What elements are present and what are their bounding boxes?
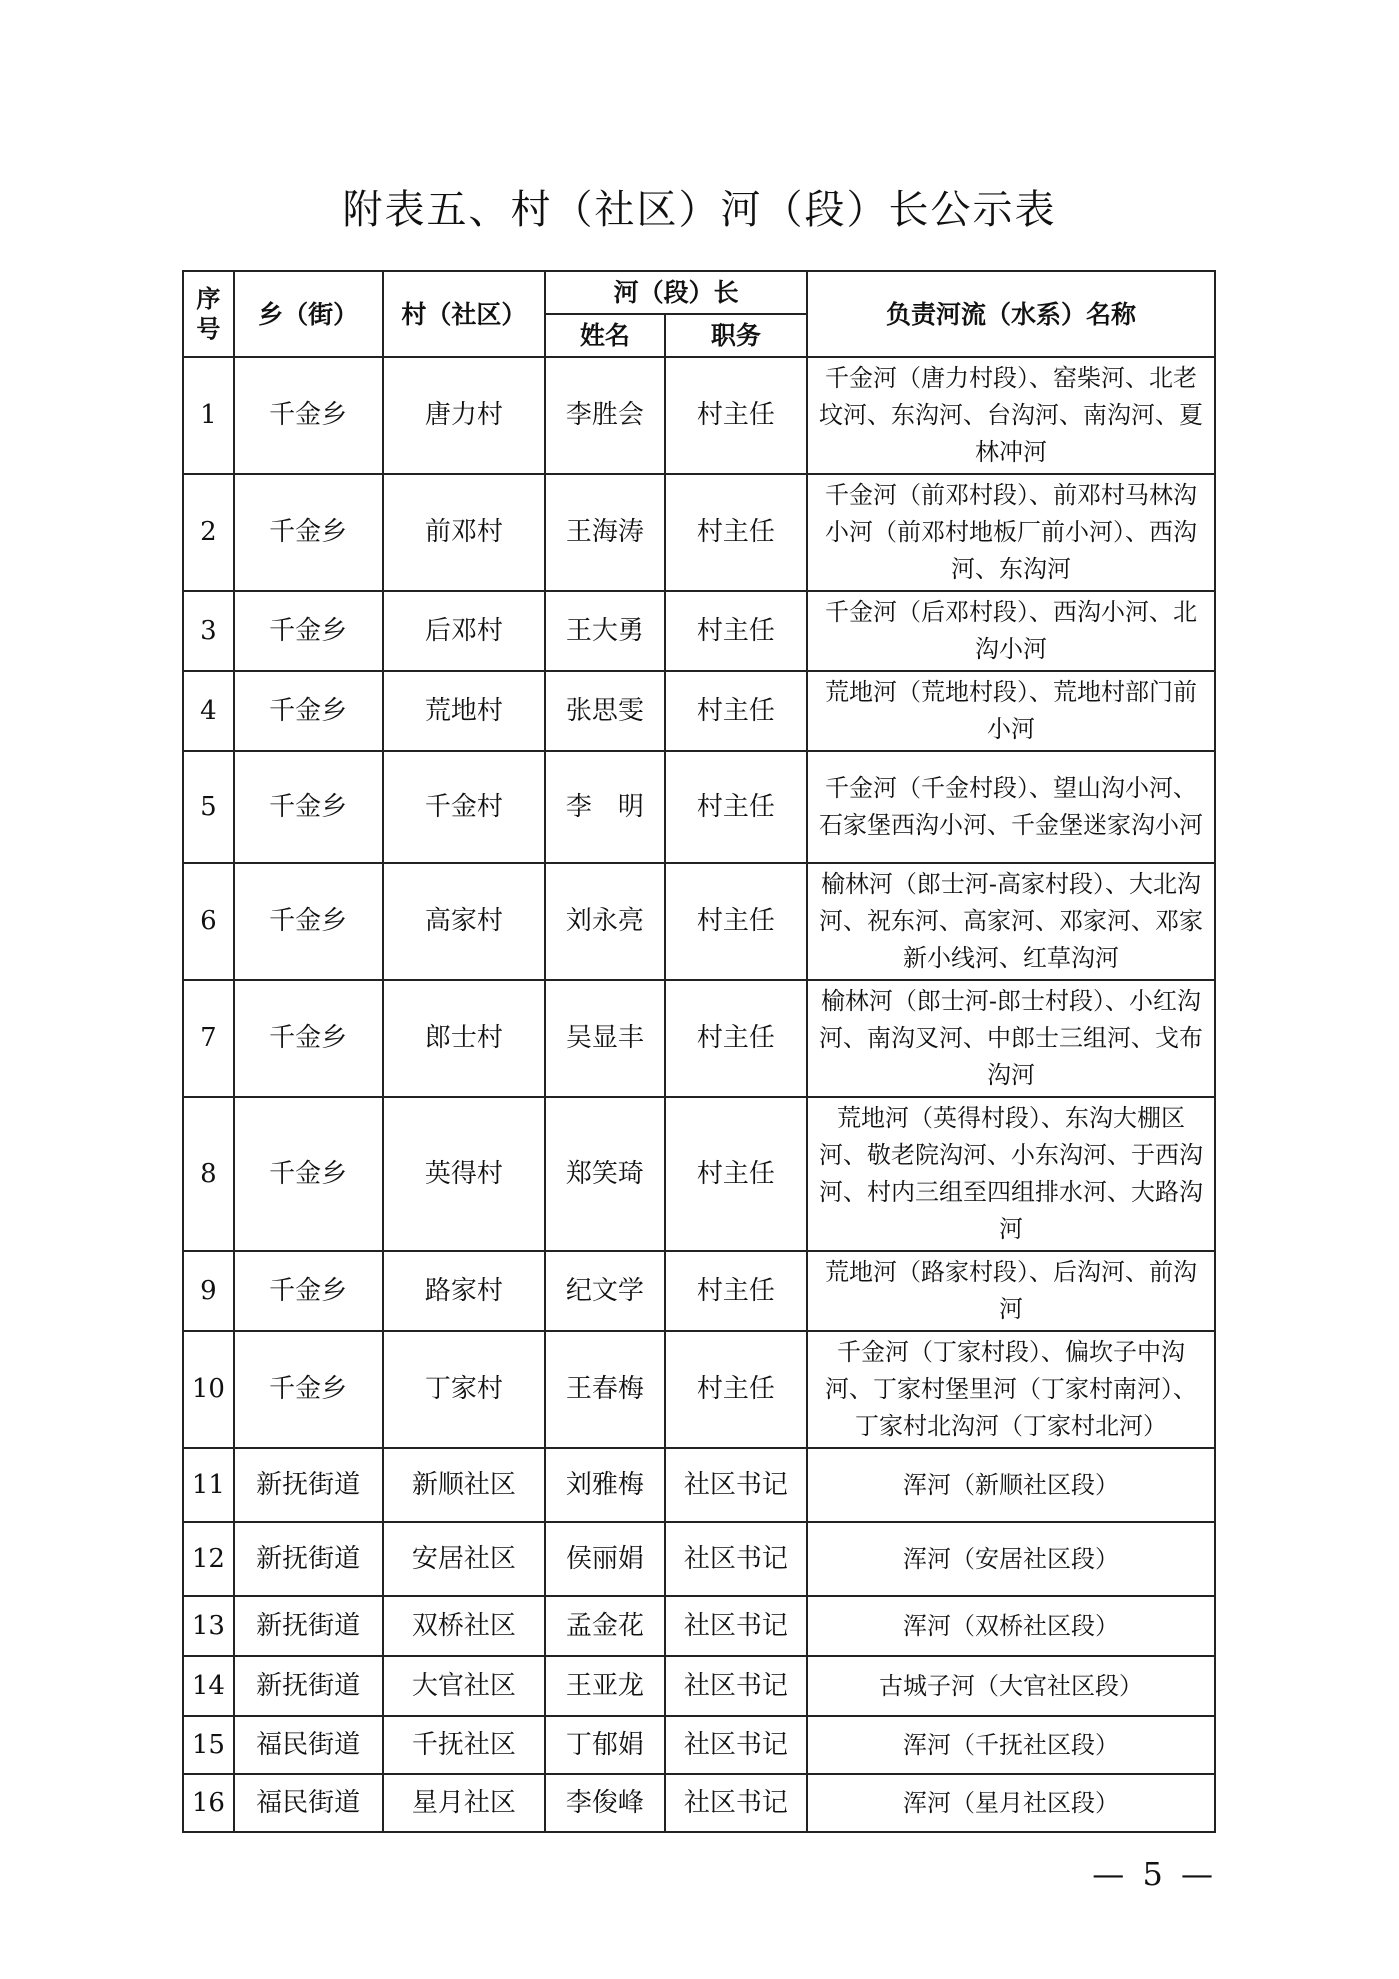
cell-village: 大官社区 (383, 1656, 546, 1716)
cell-rivers: 千金河（后邓村段）、西沟小河、北沟小河 (807, 591, 1215, 671)
cell-township: 千金乡 (234, 1251, 383, 1331)
cell-village: 唐力村 (383, 357, 546, 474)
cell-position: 村主任 (665, 671, 807, 751)
cell-rivers: 千金河（唐力村段）、窑柴河、北老坟河、东沟河、台沟河、南沟河、夏林冲河 (807, 357, 1215, 474)
cell-position: 村主任 (665, 474, 807, 591)
cell-name: 刘雅梅 (545, 1448, 664, 1522)
table-row (183, 1656, 1215, 1716)
cell-seq: 16 (183, 1774, 234, 1832)
document-title: 附表五、村（社区）河（段）长公示表 (342, 187, 1057, 233)
cell-rivers: 千金河（丁家村段）、偏坎子中沟河、丁家村堡里河（丁家村南河）、丁家村北沟河（丁家村北河） (807, 1331, 1215, 1448)
cell-village: 星月社区 (383, 1774, 546, 1832)
cell-position: 村主任 (665, 591, 807, 671)
cell-seq: 10 (183, 1331, 234, 1448)
cell-township: 千金乡 (234, 357, 383, 474)
cell-name: 郑笑琦 (545, 1097, 664, 1251)
cell-seq: 2 (183, 474, 234, 591)
cell-name: 李胜会 (545, 357, 664, 474)
river-chief-table (182, 270, 1216, 1833)
cell-rivers: 浑河（星月社区段） (807, 1774, 1215, 1832)
cell-village: 安居社区 (383, 1522, 546, 1596)
cell-rivers: 荒地河（荒地村段）、荒地村部门前小河 (807, 671, 1215, 751)
cell-seq: 1 (183, 357, 234, 474)
cell-township: 新抚街道 (234, 1596, 383, 1656)
cell-name: 刘永亮 (545, 863, 664, 980)
cell-rivers: 榆林河（郎士河-高家村段）、大北沟河、祝东河、高家河、邓家河、邓家新小线河、红草沟河 (807, 863, 1215, 980)
cell-seq: 4 (183, 671, 234, 751)
table-row (183, 1596, 1215, 1656)
cell-name: 王大勇 (545, 591, 664, 671)
cell-township: 福民街道 (234, 1774, 383, 1832)
cell-township: 新抚街道 (234, 1522, 383, 1596)
table-row (183, 591, 1215, 671)
cell-township: 千金乡 (234, 980, 383, 1097)
cell-position: 社区书记 (665, 1448, 807, 1522)
cell-rivers: 浑河（安居社区段） (807, 1522, 1215, 1596)
cell-village: 新顺社区 (383, 1448, 546, 1522)
cell-township: 福民街道 (234, 1716, 383, 1774)
cell-village: 郎士村 (383, 980, 546, 1097)
cell-seq: 13 (183, 1596, 234, 1656)
cell-name: 王亚龙 (545, 1656, 664, 1716)
cell-rivers: 荒地河（英得村段）、东沟大棚区河、敬老院沟河、小东沟河、于西沟河、村内三组至四组排水河、大路沟河 (807, 1097, 1215, 1251)
cell-township: 千金乡 (234, 1097, 383, 1251)
cell-village: 丁家村 (383, 1331, 546, 1448)
cell-name: 张思雯 (545, 671, 664, 751)
cell-seq: 6 (183, 863, 234, 980)
cell-position: 村主任 (665, 863, 807, 980)
cell-seq: 8 (183, 1097, 234, 1251)
cell-seq: 11 (183, 1448, 234, 1522)
cell-position: 村主任 (665, 1331, 807, 1448)
cell-position: 社区书记 (665, 1774, 807, 1832)
cell-seq: 14 (183, 1656, 234, 1716)
cell-village: 荒地村 (383, 671, 546, 751)
header-township: 乡（街） (234, 271, 383, 357)
cell-seq: 7 (183, 980, 234, 1097)
cell-position: 村主任 (665, 980, 807, 1097)
table-body (183, 357, 1215, 1832)
cell-township: 千金乡 (234, 863, 383, 980)
page-number: — 5 — (1092, 1855, 1217, 1893)
table-header (183, 271, 1215, 357)
table-row (183, 1331, 1215, 1448)
cell-township: 千金乡 (234, 671, 383, 751)
cell-name: 孟金花 (545, 1596, 664, 1656)
cell-seq: 9 (183, 1251, 234, 1331)
cell-name: 李俊峰 (545, 1774, 664, 1832)
cell-village: 前邓村 (383, 474, 546, 591)
cell-village: 千金村 (383, 751, 546, 863)
cell-seq: 5 (183, 751, 234, 863)
cell-position: 社区书记 (665, 1522, 807, 1596)
cell-position: 社区书记 (665, 1716, 807, 1774)
cell-township: 新抚街道 (234, 1656, 383, 1716)
table-row (183, 1522, 1215, 1596)
cell-township: 千金乡 (234, 751, 383, 863)
cell-rivers: 榆林河（郎士河-郎士村段）、小红沟河、南沟叉河、中郎士三组河、戈布沟河 (807, 980, 1215, 1097)
cell-village: 后邓村 (383, 591, 546, 671)
cell-position: 村主任 (665, 751, 807, 863)
cell-position: 村主任 (665, 1251, 807, 1331)
cell-position: 社区书记 (665, 1656, 807, 1716)
cell-township: 千金乡 (234, 474, 383, 591)
table-row (183, 474, 1215, 591)
cell-position: 村主任 (665, 357, 807, 474)
cell-township: 新抚街道 (234, 1448, 383, 1522)
cell-name: 侯丽娟 (545, 1522, 664, 1596)
table-row (183, 980, 1215, 1097)
header-rivers: 负责河流（水系）名称 (807, 271, 1215, 357)
cell-village: 高家村 (383, 863, 546, 980)
header-village: 村（社区） (383, 271, 546, 357)
cell-rivers: 荒地河（路家村段）、后沟河、前沟河 (807, 1251, 1215, 1331)
cell-position: 村主任 (665, 1097, 807, 1251)
header-position: 职务 (665, 314, 807, 357)
table-row (183, 357, 1215, 474)
header-name: 姓名 (545, 314, 664, 357)
cell-name: 王春梅 (545, 1331, 664, 1448)
cell-position: 社区书记 (665, 1596, 807, 1656)
cell-name: 丁郁娟 (545, 1716, 664, 1774)
table-row (183, 1097, 1215, 1251)
cell-rivers: 浑河（双桥社区段） (807, 1596, 1215, 1656)
cell-name: 李 明 (545, 751, 664, 863)
cell-name: 吴显丰 (545, 980, 664, 1097)
cell-village: 英得村 (383, 1097, 546, 1251)
cell-rivers: 浑河（新顺社区段） (807, 1448, 1215, 1522)
cell-seq: 15 (183, 1716, 234, 1774)
cell-village: 双桥社区 (383, 1596, 546, 1656)
cell-name: 王海涛 (545, 474, 664, 591)
cell-name: 纪文学 (545, 1251, 664, 1331)
table-row (183, 671, 1215, 751)
cell-seq: 3 (183, 591, 234, 671)
table-row (183, 863, 1215, 980)
cell-seq: 12 (183, 1522, 234, 1596)
cell-rivers: 千金河（千金村段）、望山沟小河、石家堡西沟小河、千金堡迷家沟小河 (807, 751, 1215, 863)
cell-township: 千金乡 (234, 1331, 383, 1448)
cell-rivers: 千金河（前邓村段）、前邓村马林沟小河（前邓村地板厂前小河）、西沟河、东沟河 (807, 474, 1215, 591)
cell-village: 路家村 (383, 1251, 546, 1331)
cell-rivers: 浑河（千抚社区段） (807, 1716, 1215, 1774)
table-row (183, 1716, 1215, 1774)
header-seq: 序号 (183, 271, 234, 357)
table-row (183, 1774, 1215, 1832)
cell-township: 千金乡 (234, 591, 383, 671)
table-row (183, 1448, 1215, 1522)
table-row (183, 751, 1215, 863)
header-chief-group: 河（段）长 (545, 271, 807, 314)
cell-rivers: 古城子河（大官社区段） (807, 1656, 1215, 1716)
table-row (183, 1251, 1215, 1331)
cell-village: 千抚社区 (383, 1716, 546, 1774)
